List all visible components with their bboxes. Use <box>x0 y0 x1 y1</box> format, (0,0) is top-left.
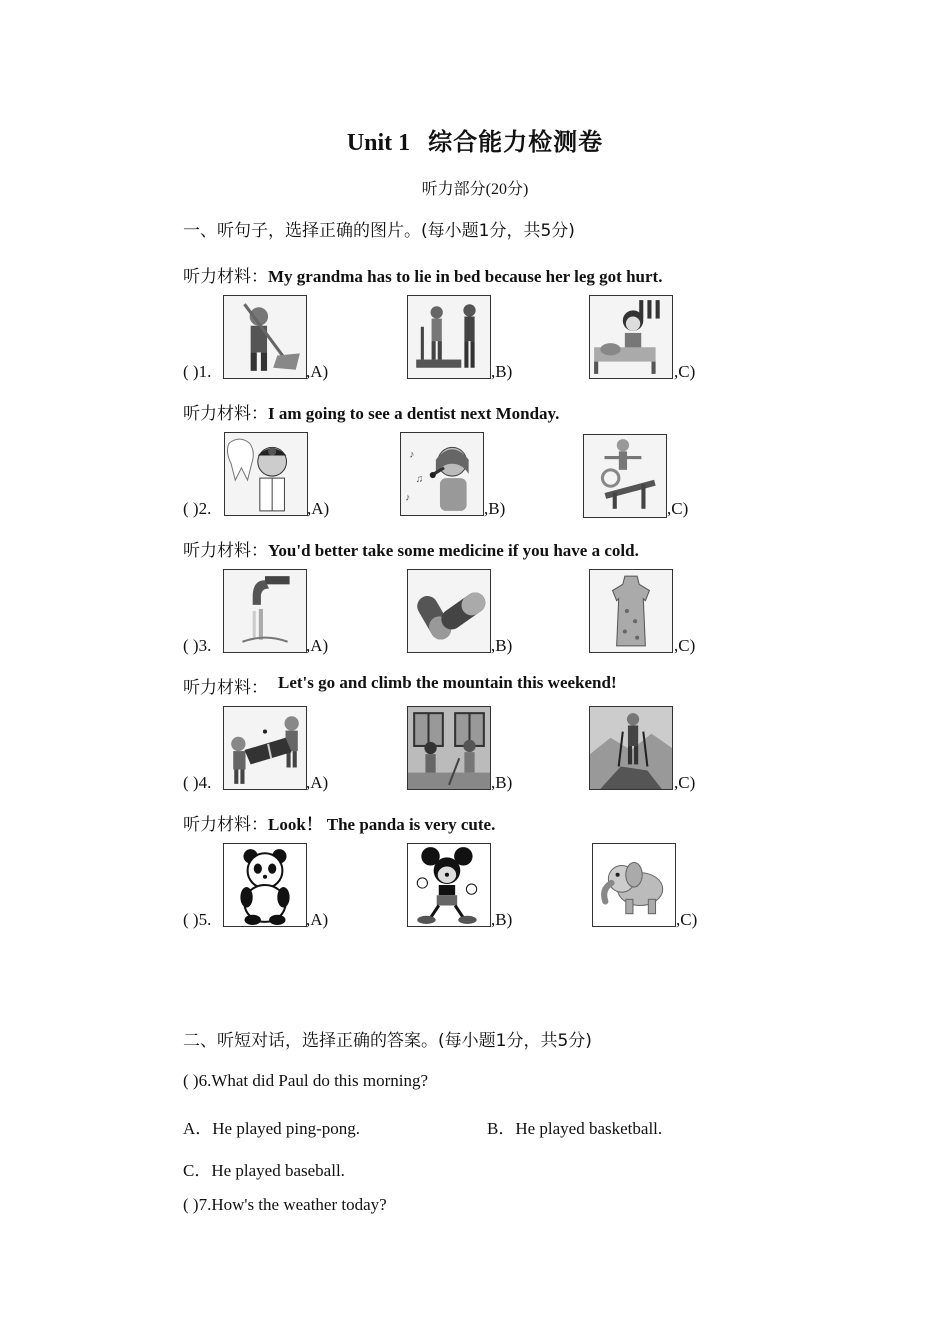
material-label: 听力材料： <box>183 267 268 287</box>
unit-label: Unit 1 <box>346 130 411 156</box>
q6-option-b[interactable]: B．He played basketball. <box>487 1119 663 1138</box>
section2-heading <box>183 1026 592 1051</box>
title-cn: 综合能力检测卷 <box>428 128 604 156</box>
page-subtitle: 听力部分(20分) <box>421 181 529 198</box>
section1-heading-text: 一、听句子，选择正确的图片。(每小题1分，共5分) <box>183 221 575 241</box>
dentist-tooth-icon[interactable] <box>224 432 308 516</box>
option-2c[interactable]: ,C) <box>667 499 689 518</box>
material-4-text: Let's go and climb the mountain this weekend! <box>278 673 617 692</box>
panda-icon[interactable] <box>223 843 307 927</box>
sweeping-boy-icon[interactable] <box>223 295 307 379</box>
elephant-icon[interactable] <box>592 843 676 927</box>
gymnast-on-beam-icon[interactable] <box>583 434 667 518</box>
question-4-number[interactable]: ( )4. <box>183 773 212 792</box>
mickey-mouse-icon[interactable] <box>407 843 491 927</box>
ping-pong-players-icon[interactable] <box>223 706 307 790</box>
material-text: I am going to see a dentist next Monday. <box>268 404 560 423</box>
capsule-pills-icon[interactable] <box>407 569 491 653</box>
kids-cleaning-window-icon[interactable] <box>407 706 491 790</box>
question-3-number[interactable]: ( )3. <box>183 636 212 655</box>
person-in-hospital-bed-icon[interactable] <box>589 295 673 379</box>
svg-text:♪: ♪ <box>405 492 411 504</box>
option-3c[interactable]: ,C) <box>674 636 696 655</box>
option-5a[interactable]: ,A) <box>306 910 329 929</box>
qipao-dress-icon[interactable] <box>589 569 673 653</box>
section1-heading <box>183 216 575 241</box>
question-1-number[interactable]: ( )1. <box>183 362 212 381</box>
girl-singing-icon[interactable] <box>400 432 484 516</box>
mountain-climber-icon[interactable] <box>589 706 673 790</box>
material-3 <box>183 536 639 561</box>
option-1b[interactable]: ,B) <box>491 362 513 381</box>
material-label: 听力材料： <box>183 541 268 561</box>
question-6[interactable]: ( )6.What did Paul do this morning? <box>183 1071 429 1090</box>
material-2 <box>183 399 559 424</box>
material-4-label <box>183 673 268 698</box>
svg-text:♫: ♫ <box>415 474 424 486</box>
svg-text:♪: ♪ <box>409 449 415 461</box>
question-2-number[interactable]: ( )2. <box>183 499 212 518</box>
question-5-number[interactable]: ( )5. <box>183 910 212 929</box>
option-1a[interactable]: ,A) <box>306 362 329 381</box>
option-4a[interactable]: ,A) <box>306 773 329 792</box>
option-5b[interactable]: ,B) <box>491 910 513 929</box>
material-text: You'd better take some medicine if you have a cold. <box>268 541 639 560</box>
material-label: 听力材料： <box>183 678 268 698</box>
material-label: 听力材料： <box>183 404 268 424</box>
material-1 <box>183 262 662 287</box>
q6-option-a[interactable]: A．He played ping-pong. <box>183 1119 361 1138</box>
section2-heading-text: 二、听短对话，选择正确的答案。(每小题1分，共5分) <box>183 1031 592 1051</box>
option-3b[interactable]: ,B) <box>491 636 513 655</box>
q6-option-c[interactable]: C．He played baseball. <box>183 1161 345 1180</box>
option-1c[interactable]: ,C) <box>674 362 696 381</box>
option-2a[interactable]: ,A) <box>307 499 330 518</box>
material-5 <box>183 810 495 835</box>
material-text: My grandma has to lie in bed because her leg got hurt. <box>268 267 663 286</box>
option-4c[interactable]: ,C) <box>674 773 696 792</box>
treadmill-exercise-icon[interactable] <box>407 295 491 379</box>
material-label: 听力材料： <box>183 815 268 835</box>
option-2b[interactable]: ,B) <box>484 499 506 518</box>
running-tap-icon[interactable] <box>223 569 307 653</box>
option-3a[interactable]: ,A) <box>306 636 329 655</box>
material-text: Look！ The panda is very cute. <box>268 815 496 834</box>
option-4b[interactable]: ,B) <box>491 773 513 792</box>
question-7[interactable]: ( )7.How's the weather today? <box>183 1195 387 1214</box>
option-5c[interactable]: ,C) <box>676 910 698 929</box>
page-title <box>0 122 950 157</box>
